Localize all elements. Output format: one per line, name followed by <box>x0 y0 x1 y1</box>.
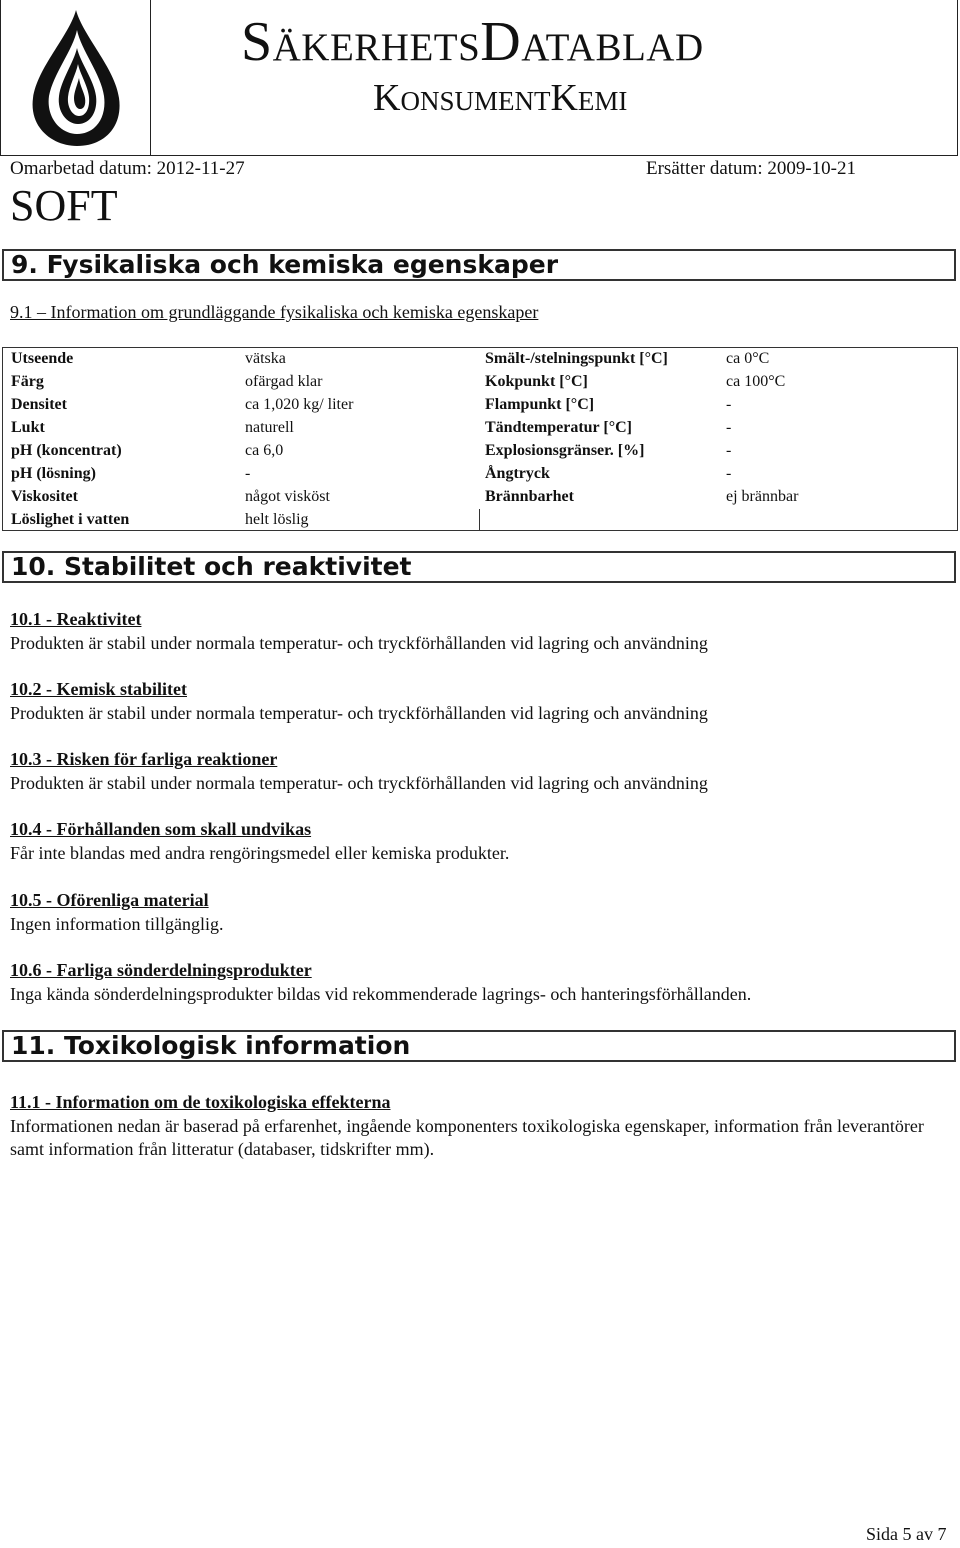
table-row <box>3 509 957 532</box>
subsection-title: 10.5 - Oförenliga material <box>10 890 209 910</box>
subsection-title: 10.6 - Farliga sönderdelningsprodukter <box>10 960 312 980</box>
section-9-heading: 9. Fysikaliska och kemiska egenskaper <box>2 249 956 281</box>
page-separator: av <box>911 1524 938 1544</box>
section-11-heading: 11. Toxikologisk information <box>2 1030 956 1062</box>
subsection-text: Inga kända sönderdelningsprodukter bildas vid rekommenderade lagrings- och hanteringsförhållanden. <box>10 984 752 1004</box>
subsection-title: 10.1 - Reaktivitet <box>10 609 142 629</box>
property-value: - <box>245 465 251 482</box>
property-label: pH (koncentrat) <box>11 442 122 459</box>
subsection-text: Produkten är stabil under normala temperatur- och tryckförhållanden vid lagring och användning <box>10 633 708 653</box>
table-row <box>3 463 957 486</box>
property-value: - <box>726 396 732 413</box>
table-row <box>3 371 957 394</box>
property-label: Flampunkt [°C] <box>485 396 595 413</box>
property-value: ca 1,020 kg/ liter <box>245 396 354 413</box>
cell-divider <box>479 509 480 531</box>
subsection-title: 10.2 - Kemisk stabilitet <box>10 679 187 699</box>
property-label: pH (lösning) <box>11 465 96 482</box>
revised-date: Omarbetad datum: 2012-11-27 <box>10 158 245 179</box>
page-label: Sida <box>866 1524 903 1544</box>
header-box <box>0 0 958 156</box>
table-row <box>3 486 957 509</box>
property-label: Kokpunkt [°C] <box>485 373 588 390</box>
property-label: Tändtemperatur [°C] <box>485 419 632 436</box>
property-value: helt löslig <box>245 511 309 528</box>
section-10-heading: 10. Stabilitet och reaktivitet <box>2 551 956 583</box>
property-value: ofärgad klar <box>245 373 323 390</box>
document-subtitle: KonsumentKemi <box>373 77 628 119</box>
section-9-1-subheading: 9.1 – Information om grundläggande fysikaliska och kemiska egenskaper <box>10 302 539 322</box>
property-label: Löslighet i vatten <box>11 511 130 528</box>
property-label: Färg <box>11 373 44 390</box>
properties-table <box>2 347 958 531</box>
property-label: Lukt <box>11 419 45 436</box>
property-label: Smält-/stelningspunkt [°C] <box>485 350 668 367</box>
subsection-title: 10.3 - Risken för farliga reaktioner <box>10 749 278 769</box>
property-value: ej brännbar <box>726 488 799 505</box>
subsection-text: Produkten är stabil under normala temperatur- och tryckförhållanden vid lagring och användning <box>10 703 708 723</box>
property-value: - <box>726 419 732 436</box>
property-label: Utseende <box>11 350 74 367</box>
property-value: något visköst <box>245 488 330 505</box>
replaces-date: Ersätter datum: 2009-10-21 <box>646 158 857 179</box>
property-value: naturell <box>245 419 294 436</box>
table-row <box>3 440 957 463</box>
property-label: Viskositet <box>11 488 78 505</box>
property-value: - <box>726 465 732 482</box>
subsection-text: Får inte blandas med andra rengöringsmedel eller kemiska produkter. <box>10 843 510 863</box>
property-label: Densitet <box>11 396 67 413</box>
page-number <box>866 1524 947 1545</box>
property-value: - <box>726 442 732 459</box>
property-value: ca 100°C <box>726 373 786 390</box>
table-row <box>3 417 957 440</box>
subsection-title: 11.1 - Information om de toxikologiska effekterna <box>10 1092 391 1112</box>
water-drop-logo-icon <box>17 6 135 148</box>
product-name: SOFT <box>10 181 118 230</box>
subsection-text: Ingen information tillgänglig. <box>10 914 224 934</box>
subsection-text: Produkten är stabil under normala temperatur- och tryckförhållanden vid lagring och användning <box>10 773 708 793</box>
document-title: SäkerhetsDatablad <box>241 11 704 73</box>
total-pages: 7 <box>937 1524 947 1544</box>
property-label: Ångtryck <box>485 465 550 482</box>
table-row <box>3 394 957 417</box>
logo-cell <box>1 0 151 155</box>
subsection-text: Informationen nedan är baserad på erfarenhet, ingående komponenters toxikologiska egenskaper, information från leverantörer samt information från litteratur (databaser, tidskrifter mm). <box>10 1116 924 1159</box>
property-value: ca 0°C <box>726 350 770 367</box>
property-label: Brännbarhet <box>485 488 574 505</box>
table-row <box>3 348 957 371</box>
property-value: ca 6,0 <box>245 442 284 459</box>
current-page: 5 <box>902 1524 912 1544</box>
subsection-title: 10.4 - Förhållanden som skall undvikas <box>10 819 312 839</box>
property-value: vätska <box>245 350 286 367</box>
property-label: Explosionsgränser. [%] <box>485 442 645 459</box>
